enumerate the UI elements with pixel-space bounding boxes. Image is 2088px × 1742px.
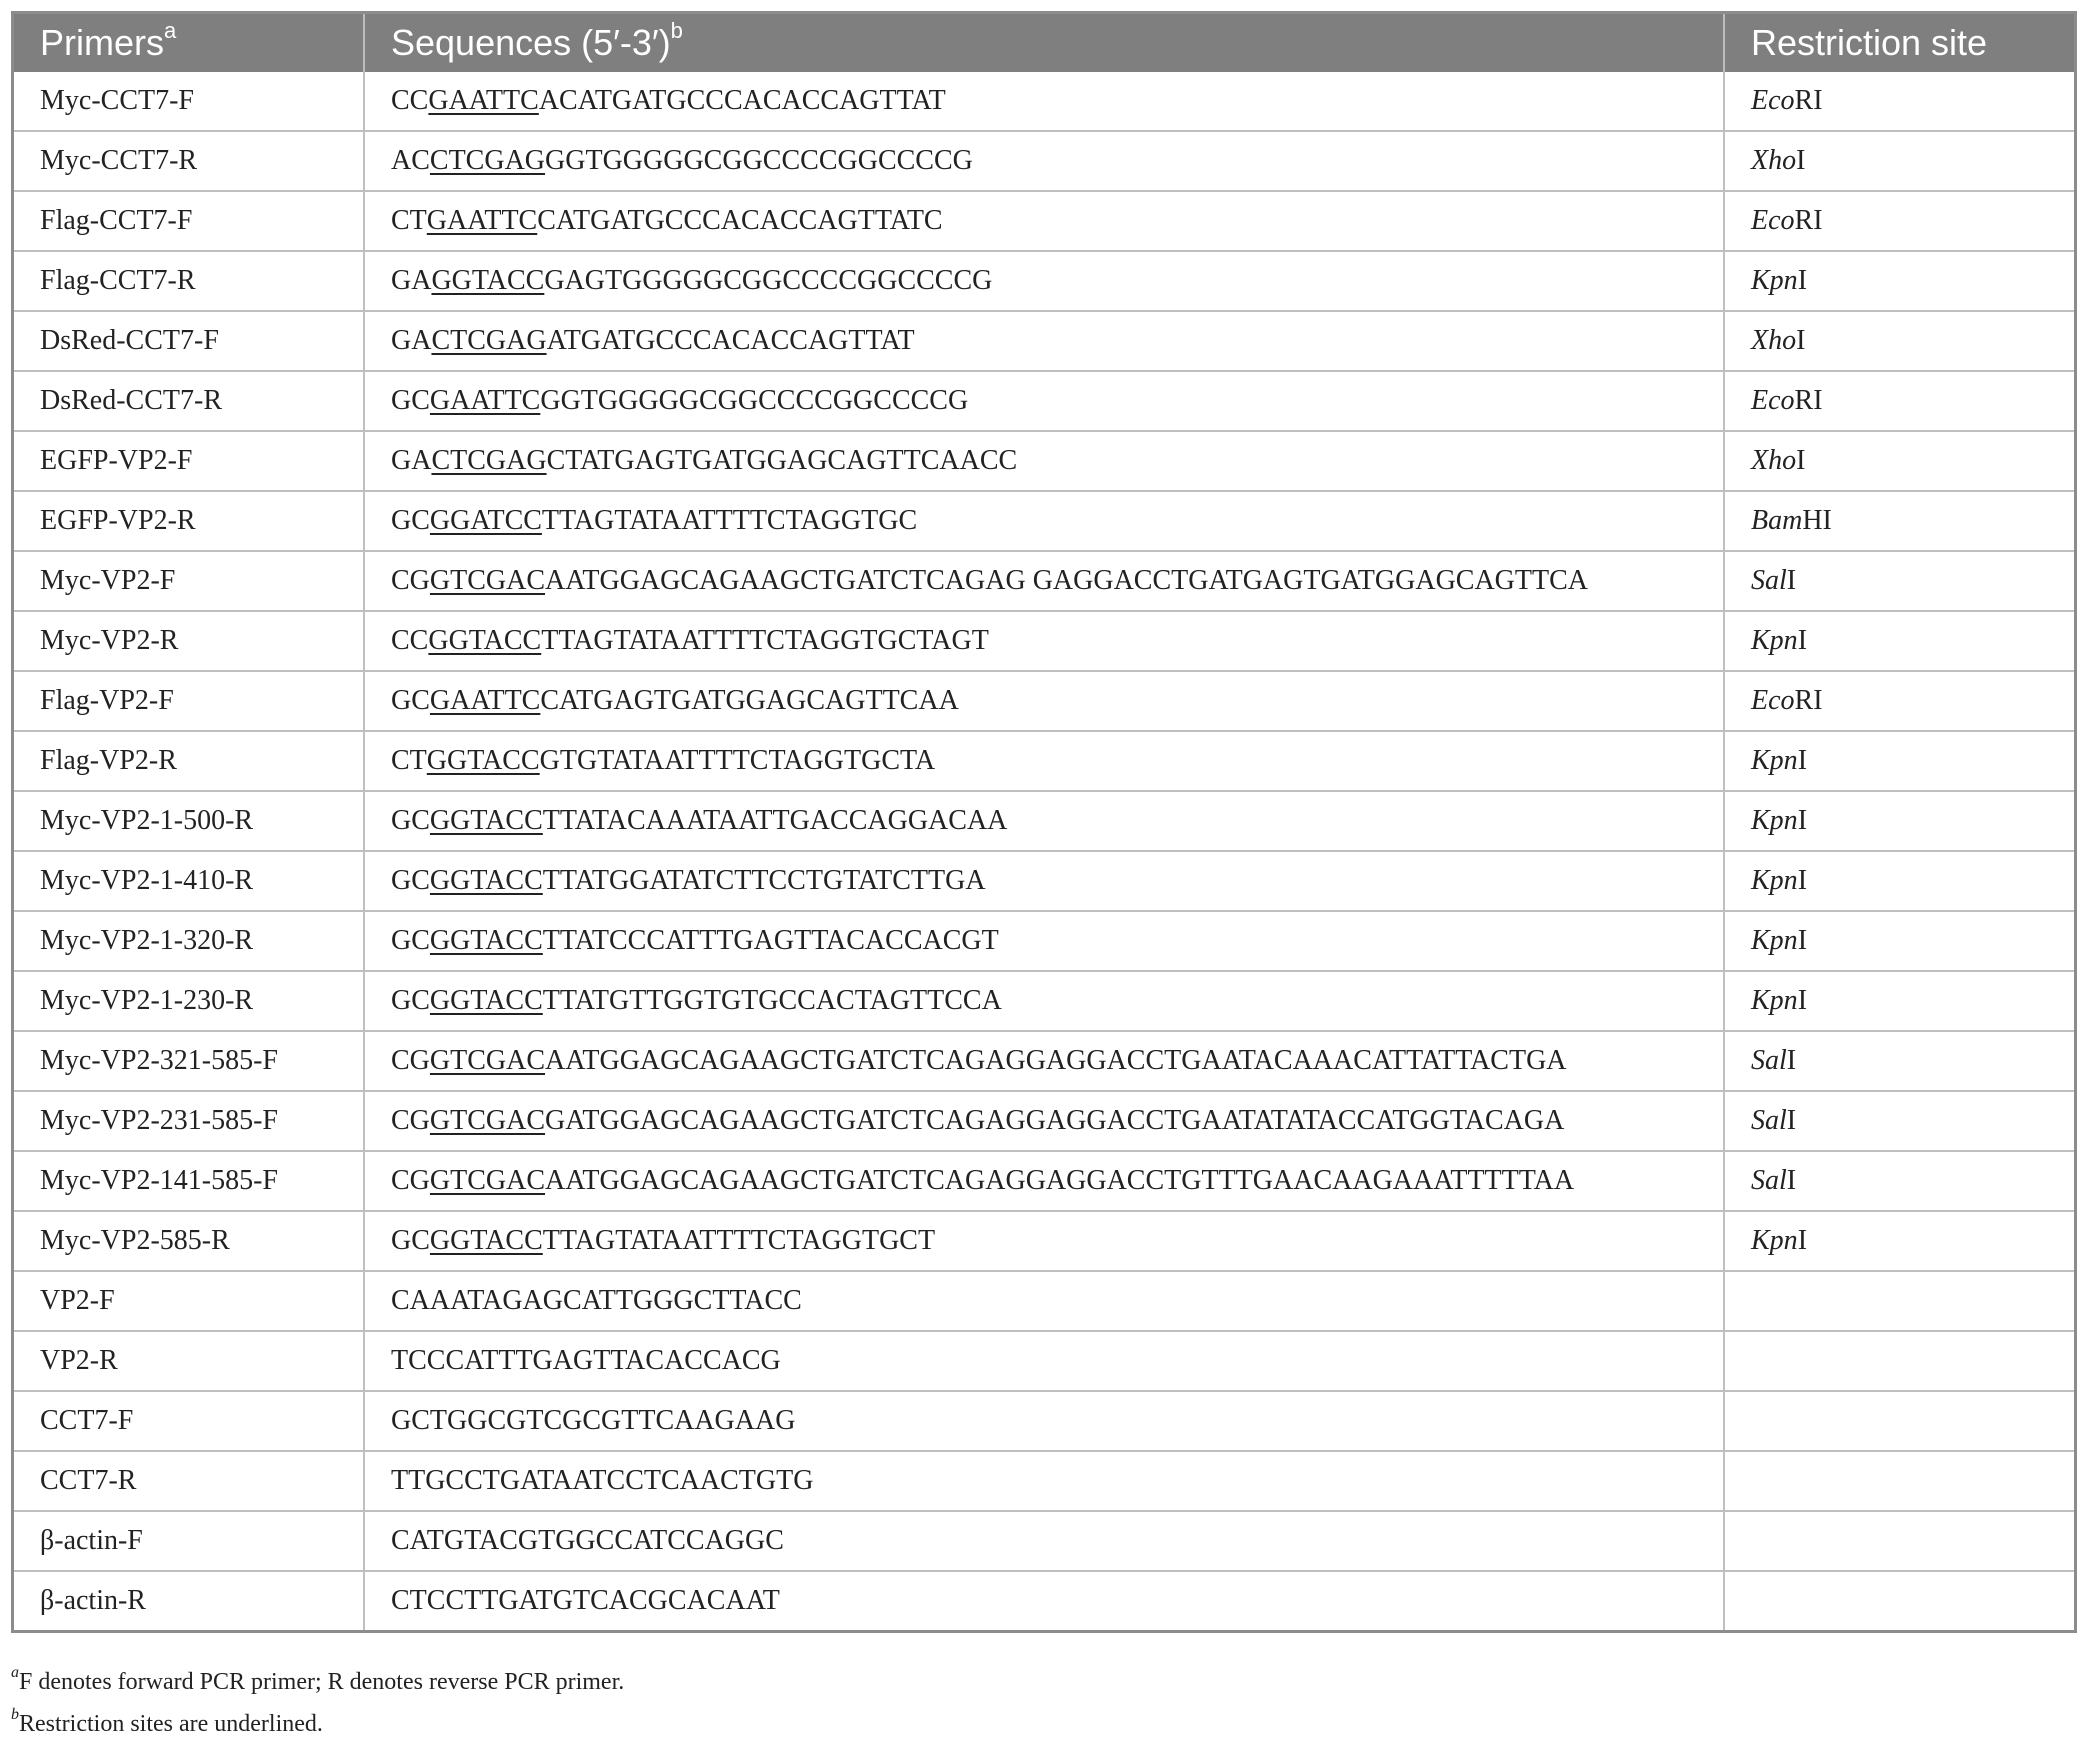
sequence-cell (364, 1151, 1724, 1211)
sequence-cell (364, 371, 1724, 431)
enzyme-name-roman: I (1797, 265, 1808, 296)
sequence-restriction-site: GGTACC (429, 925, 543, 956)
enzyme-name-roman: I (1786, 1165, 1797, 1196)
header-restriction-site (1724, 14, 2074, 72)
primer-name-cell (14, 671, 364, 731)
sequence-prefix: CG (391, 565, 430, 596)
sequence-cell (364, 851, 1724, 911)
enzyme-name-roman: I (1796, 145, 1806, 176)
sequence-cell (364, 491, 1724, 551)
table-row (14, 1151, 2074, 1211)
sequence-suffix: AATGGAGCAGAAGCTGATCTCAGAGGAGGACCTGAATACAAACATTATTACTGA (545, 1045, 1567, 1076)
sequence-suffix: GGTGGGGGCGGCCCCGGCCCCG (545, 145, 973, 176)
footnote-b (11, 1700, 624, 1742)
sequence-suffix: AATGGAGCAGAAGCTGATCTCAGAG GAGGACCTGATGAGTGATGGAGCAGTTCA (545, 565, 1589, 596)
primer-name: DsRed-CCT7-F (40, 325, 219, 356)
table-header-row (14, 14, 2074, 72)
enzyme-name-italic: Eco (1751, 85, 1795, 116)
restriction-site-cell (1724, 1331, 2074, 1391)
primer-name-cell (14, 1271, 364, 1331)
primer-name: Myc-VP2-585-R (40, 1225, 230, 1256)
enzyme-name-roman: I (1786, 1045, 1797, 1076)
primer-name-cell (14, 1091, 364, 1151)
sequence-suffix: TTATGTTGGTGTGCCACTAGTTCCA (542, 985, 1002, 1016)
sequence-cell (364, 911, 1724, 971)
footnote-b-mark: b (11, 1706, 19, 1723)
table-row (14, 311, 2074, 371)
enzyme-name-italic: Kpn (1751, 745, 1798, 776)
restriction-site-cell (1724, 131, 2074, 191)
sequence-cell (364, 431, 1724, 491)
enzyme-name-roman: I (1797, 1225, 1808, 1256)
sequence-restriction-site: GGTACC (429, 1225, 543, 1256)
restriction-site-cell (1724, 491, 2074, 551)
primer-name-cell (14, 551, 364, 611)
sequence-prefix: CAAATAGAGCATTGGGCTTACC (391, 1285, 802, 1316)
sequence-prefix: GC (391, 685, 430, 716)
sequence-prefix: CTCCTTGATGTCACGCACAAT (391, 1585, 780, 1616)
sequence-cell (364, 1091, 1724, 1151)
sequence-restriction-site: GGTACC (429, 865, 543, 896)
sequence-prefix: CC (391, 85, 429, 116)
sequence-cell (364, 251, 1724, 311)
primer-name-cell (14, 1511, 364, 1571)
sequence-cell (364, 731, 1724, 791)
primer-name-cell (14, 971, 364, 1031)
enzyme-name-roman: I (1797, 925, 1808, 956)
restriction-site-cell (1724, 731, 2074, 791)
primer-table (14, 14, 2074, 1630)
sequence-suffix: GATGGAGCAGAAGCTGATCTCAGAGGAGGACCTGAATATATACCATGGTACAGA (545, 1105, 1565, 1136)
sequence-cell (364, 1511, 1724, 1571)
primer-name-cell (14, 311, 364, 371)
header-sequences-label: Sequences (5′-3′) (391, 22, 671, 63)
sequence-restriction-site: GGTACC (429, 985, 543, 1016)
enzyme-name-roman: I (1786, 565, 1797, 596)
enzyme-name-italic: Sal (1751, 1045, 1787, 1076)
sequence-prefix: CC (391, 625, 429, 656)
restriction-site-cell (1724, 1391, 2074, 1451)
sequence-cell (364, 131, 1724, 191)
restriction-site-cell (1724, 1571, 2074, 1630)
primer-name: Flag-CCT7-F (40, 205, 193, 236)
table-row (14, 791, 2074, 851)
restriction-site-cell (1724, 1211, 2074, 1271)
enzyme-name-roman: I (1797, 865, 1808, 896)
primer-name-cell (14, 72, 364, 131)
restriction-site-cell (1724, 1091, 2074, 1151)
enzyme-name-italic: Kpn (1751, 1225, 1798, 1256)
table-row (14, 851, 2074, 911)
primer-name: Flag-CCT7-R (40, 265, 196, 296)
primer-name: Myc-VP2-1-410-R (40, 865, 254, 896)
sequence-restriction-site: GTCGAC (429, 565, 546, 596)
enzyme-name-italic: Xho (1751, 145, 1797, 176)
table-row (14, 1571, 2074, 1630)
footnote-a (11, 1658, 624, 1700)
sequence-prefix: GA (391, 325, 432, 356)
primer-name-cell (14, 1211, 364, 1271)
sequence-restriction-site: CTCGAG (431, 445, 547, 476)
enzyme-name-roman: I (1797, 985, 1808, 1016)
sequence-prefix: GC (391, 385, 430, 416)
primer-name: CCT7-R (40, 1465, 137, 1496)
restriction-site-cell (1724, 1151, 2074, 1211)
sequence-prefix: AC (391, 145, 430, 176)
sequence-restriction-site: GTCGAC (429, 1045, 546, 1076)
restriction-site-cell (1724, 1031, 2074, 1091)
restriction-site-cell (1724, 851, 2074, 911)
sequence-restriction-site: GGTACC (429, 805, 543, 836)
enzyme-name-italic: Sal (1751, 1165, 1787, 1196)
primer-name: EGFP-VP2-R (40, 505, 196, 536)
sequence-suffix: TTATACAAATAATTGACCAGGACAA (542, 805, 1008, 836)
sequence-suffix: TTAGTATAATTTTCTAGGTGC (541, 505, 918, 536)
sequence-suffix: ACATGATGCCCACACCAGTTAT (538, 85, 946, 116)
table-row (14, 491, 2074, 551)
enzyme-name-italic: Sal (1751, 565, 1787, 596)
primer-name: Flag-VP2-F (40, 685, 174, 716)
enzyme-name-italic: Kpn (1751, 985, 1798, 1016)
header-primers-label: Primers (40, 22, 164, 63)
sequence-restriction-site: GGTACC (431, 265, 545, 296)
sequence-suffix: CATGAGTGATGGAGCAGTTCAA (540, 685, 959, 716)
primer-name: DsRed-CCT7-R (40, 385, 222, 416)
sequence-restriction-site: GAATTC (429, 385, 541, 416)
enzyme-name-italic: Eco (1751, 685, 1795, 716)
restriction-site-cell (1724, 971, 2074, 1031)
table-row (14, 1511, 2074, 1571)
primer-name-cell (14, 1031, 364, 1091)
header-sequences-footnote-mark: b (670, 18, 683, 43)
enzyme-name-roman: I (1786, 1105, 1797, 1136)
enzyme-name-italic: Xho (1751, 445, 1797, 476)
sequence-prefix: CG (391, 1165, 430, 1196)
table-row (14, 371, 2074, 431)
restriction-site-cell (1724, 72, 2074, 131)
sequence-prefix: CT (391, 745, 427, 776)
primer-name-cell (14, 1451, 364, 1511)
sequence-suffix: GTGTATAATTTTCTAGGTGCTA (539, 745, 936, 776)
primer-name-cell (14, 1571, 364, 1630)
enzyme-name-roman: I (1796, 325, 1806, 356)
restriction-site-cell (1724, 431, 2074, 491)
sequence-prefix: CATGTACGTGGCCATCCAGGC (391, 1525, 784, 1556)
table-row (14, 611, 2074, 671)
sequence-prefix: TTGCCTGATAATCCTCAACTGTG (391, 1465, 814, 1496)
footnote-b-text: Restriction sites are underlined. (19, 1711, 323, 1737)
sequence-suffix: CATGATGCCCACACCAGTTATC (537, 205, 943, 236)
sequence-prefix: GC (391, 985, 430, 1016)
sequence-restriction-site: GAATTC (429, 685, 541, 716)
sequence-cell (364, 1571, 1724, 1630)
primer-name: CCT7-F (40, 1405, 134, 1436)
sequence-restriction-site: GTCGAC (429, 1165, 546, 1196)
sequence-cell (364, 1211, 1724, 1271)
sequence-cell (364, 1031, 1724, 1091)
table-row (14, 431, 2074, 491)
table-row (14, 671, 2074, 731)
primer-name: Myc-VP2-141-585-F (40, 1165, 278, 1196)
primer-name-cell (14, 371, 364, 431)
primer-name: β-actin-F (40, 1525, 143, 1556)
footnote-a-mark: a (11, 1664, 19, 1681)
enzyme-name-italic: Kpn (1751, 265, 1798, 296)
enzyme-name-italic: Kpn (1751, 925, 1798, 956)
table-row (14, 971, 2074, 1031)
sequence-cell (364, 551, 1724, 611)
table-row (14, 1331, 2074, 1391)
enzyme-name-roman: RI (1794, 385, 1823, 416)
restriction-site-cell (1724, 1511, 2074, 1571)
footnotes (11, 1658, 624, 1742)
restriction-site-cell (1724, 191, 2074, 251)
sequence-restriction-site: GAATTC (426, 205, 538, 236)
enzyme-name-italic: Kpn (1751, 625, 1798, 656)
sequence-cell (364, 791, 1724, 851)
sequence-prefix: GC (391, 805, 430, 836)
footnote-a-text: F denotes forward PCR primer; R denotes reverse PCR primer. (19, 1669, 625, 1695)
primer-name: Myc-CCT7-R (40, 145, 198, 176)
sequence-cell (364, 671, 1724, 731)
header-sequences (364, 14, 1724, 72)
sequence-prefix: GC (391, 925, 430, 956)
table-row (14, 551, 2074, 611)
sequence-suffix: TTAGTATAATTTTCTAGGTGCTAGT (541, 625, 989, 656)
enzyme-name-italic: Kpn (1751, 865, 1798, 896)
sequence-restriction-site: CTCGAG (431, 325, 547, 356)
sequence-cell (364, 1451, 1724, 1511)
restriction-site-cell (1724, 311, 2074, 371)
enzyme-name-roman: RI (1794, 85, 1823, 116)
sequence-suffix: AATGGAGCAGAAGCTGATCTCAGAGGAGGACCTGTTTGAACAAGAAATTTTTAA (545, 1165, 1575, 1196)
sequence-prefix: CG (391, 1045, 430, 1076)
sequence-cell (364, 1271, 1724, 1331)
enzyme-name-italic: Eco (1751, 385, 1795, 416)
primer-name-cell (14, 251, 364, 311)
enzyme-name-roman: I (1797, 745, 1808, 776)
primer-name-cell (14, 611, 364, 671)
sequence-suffix: TTATCCCATTTGAGTTACACCACGT (542, 925, 999, 956)
restriction-site-cell (1724, 1271, 2074, 1331)
enzyme-name-italic: Eco (1751, 205, 1795, 236)
primer-name-cell (14, 1391, 364, 1451)
enzyme-name-roman: I (1797, 625, 1808, 656)
enzyme-name-italic: Xho (1751, 325, 1797, 356)
table-row (14, 911, 2074, 971)
primer-name-cell (14, 191, 364, 251)
sequence-prefix: CT (391, 205, 427, 236)
sequence-cell (364, 311, 1724, 371)
sequence-prefix: GA (391, 445, 432, 476)
table-row (14, 1271, 2074, 1331)
sequence-cell (364, 1331, 1724, 1391)
sequence-cell (364, 1391, 1724, 1451)
sequence-suffix: GGTGGGGGCGGCCCCGGCCCCG (540, 385, 969, 416)
primer-name: β-actin-R (40, 1585, 146, 1616)
restriction-site-cell (1724, 251, 2074, 311)
sequence-prefix: GC (391, 505, 430, 536)
primer-name: Myc-VP2-R (40, 625, 179, 656)
primer-name: Flag-VP2-R (40, 745, 177, 776)
primer-table-container (11, 11, 2077, 1633)
header-primers-footnote-mark: a (164, 18, 177, 43)
sequence-prefix: GCTGGCGTCGCGTTCAAGAAG (391, 1405, 796, 1436)
enzyme-name-roman: I (1796, 445, 1806, 476)
primer-name: Myc-VP2-1-320-R (40, 925, 254, 956)
sequence-suffix: CTATGAGTGATGGAGCAGTTCAACC (546, 445, 1018, 476)
sequence-cell (364, 72, 1724, 131)
primer-name: VP2-F (40, 1285, 115, 1316)
primer-name-cell (14, 731, 364, 791)
sequence-restriction-site: GTCGAC (429, 1105, 546, 1136)
restriction-site-cell (1724, 791, 2074, 851)
sequence-restriction-site: CTCGAG (429, 145, 546, 176)
primer-name-cell (14, 1331, 364, 1391)
sequence-cell (364, 191, 1724, 251)
table-row (14, 131, 2074, 191)
primer-name: VP2-R (40, 1345, 118, 1376)
sequence-restriction-site: GAATTC (428, 85, 539, 116)
primer-name-cell (14, 1151, 364, 1211)
primer-name: Myc-VP2-F (40, 565, 176, 596)
restriction-site-cell (1724, 551, 2074, 611)
primer-name: EGFP-VP2-F (40, 445, 193, 476)
enzyme-name-italic: Kpn (1751, 805, 1798, 836)
sequence-prefix: GC (391, 1225, 430, 1256)
sequence-suffix: ATGATGCCCACACCAGTTAT (546, 325, 915, 356)
primer-name-cell (14, 791, 364, 851)
table-row (14, 191, 2074, 251)
restriction-site-cell (1724, 371, 2074, 431)
restriction-site-cell (1724, 611, 2074, 671)
sequence-restriction-site: GGATCC (429, 505, 542, 536)
primer-name-cell (14, 851, 364, 911)
primer-name: Myc-VP2-231-585-F (40, 1105, 278, 1136)
table-row (14, 1031, 2074, 1091)
sequence-prefix: GC (391, 865, 430, 896)
primer-name-cell (14, 911, 364, 971)
table-row (14, 1391, 2074, 1451)
enzyme-name-roman: I (1797, 805, 1808, 836)
restriction-site-cell (1724, 1451, 2074, 1511)
table-row (14, 1451, 2074, 1511)
table-row (14, 1211, 2074, 1271)
enzyme-name-roman: RI (1794, 205, 1823, 236)
sequence-restriction-site: GGTACC (428, 625, 542, 656)
enzyme-name-roman: RI (1794, 685, 1823, 716)
primer-name: Myc-VP2-321-585-F (40, 1045, 278, 1076)
sequence-suffix: GAGTGGGGGCGGCCCCGGCCCCG (544, 265, 993, 296)
sequence-prefix: CG (391, 1105, 430, 1136)
primer-name-cell (14, 491, 364, 551)
restriction-site-cell (1724, 671, 2074, 731)
table-row (14, 72, 2074, 131)
header-restriction-label: Restriction site (1751, 22, 1988, 63)
table-row (14, 731, 2074, 791)
enzyme-name-italic: Sal (1751, 1105, 1787, 1136)
table-row (14, 251, 2074, 311)
primer-name-cell (14, 131, 364, 191)
sequence-prefix: GA (391, 265, 432, 296)
sequence-prefix: TCCCATTTGAGTTACACCACG (391, 1345, 781, 1376)
enzyme-name-italic: Bam (1751, 505, 1803, 536)
table-row (14, 1091, 2074, 1151)
primer-name: Myc-VP2-1-500-R (40, 805, 254, 836)
header-primers (14, 14, 364, 72)
sequence-suffix: TTATGGATATCTTCCTGTATCTTGA (542, 865, 986, 896)
primer-name: Myc-CCT7-F (40, 85, 194, 116)
sequence-cell (364, 971, 1724, 1031)
sequence-restriction-site: GGTACC (426, 745, 540, 776)
enzyme-name-roman: HI (1802, 505, 1832, 536)
restriction-site-cell (1724, 911, 2074, 971)
table-body (14, 72, 2074, 1630)
primer-name-cell (14, 431, 364, 491)
sequence-cell (364, 611, 1724, 671)
sequence-suffix: TTAGTATAATTTTCTAGGTGCT (542, 1225, 936, 1256)
primer-name: Myc-VP2-1-230-R (40, 985, 254, 1016)
